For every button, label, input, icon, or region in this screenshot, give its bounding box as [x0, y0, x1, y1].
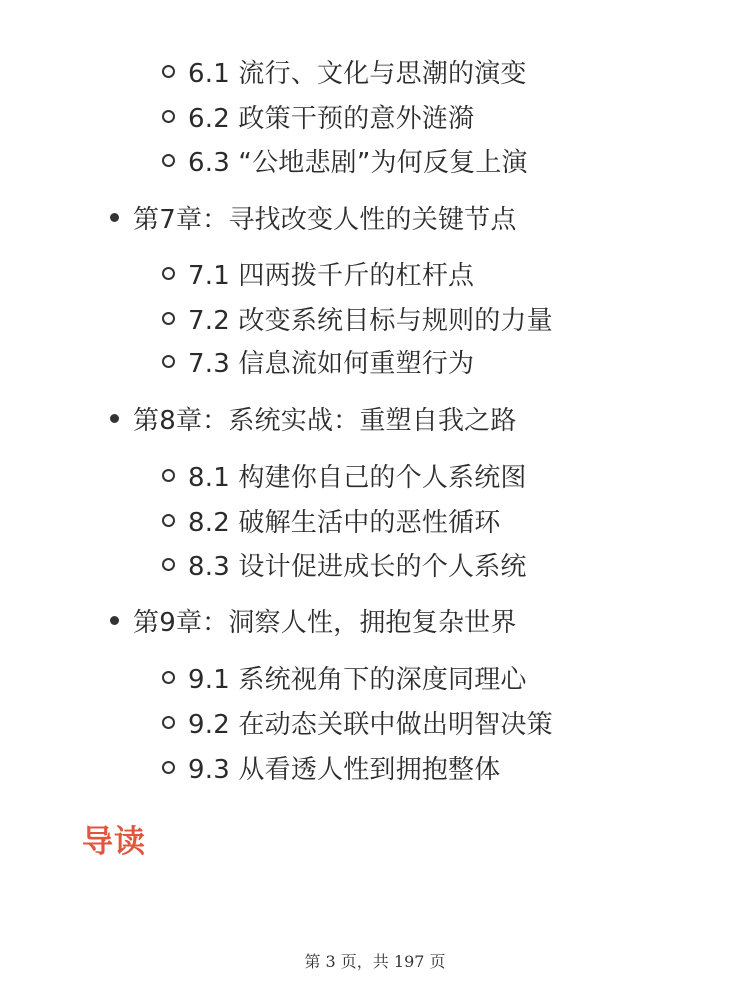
toc-subsection-7-3[interactable]	[162, 341, 474, 381]
toc-subsection-9-1[interactable]	[162, 657, 527, 697]
hollow-bullet-icon	[162, 671, 175, 684]
toc-item-text: 6.2 政策干预的意外涟漪	[188, 103, 475, 134]
toc-subsection-9-3[interactable]	[162, 747, 500, 787]
page-number-footer: 第 3 页，共 197 页	[304, 952, 446, 971]
toc-item-text: 7.3 信息流如何重塑行为	[188, 348, 475, 379]
toc-item-text: 第8章：系统实战：重塑自我之路	[133, 405, 517, 436]
hollow-bullet-icon	[162, 761, 175, 774]
toc-chapter-8[interactable]	[110, 398, 517, 438]
toc-subsection-8-3[interactable]	[162, 544, 527, 584]
hollow-bullet-icon	[162, 355, 175, 368]
toc-item-text: 9.2 在动态关联中做出明智决策	[188, 709, 553, 740]
toc-item-text: 6.1 流行、文化与思潮的演变	[188, 58, 527, 89]
toc-subsection-7-2[interactable]	[162, 298, 553, 338]
toc-subsection-7-1[interactable]	[162, 253, 474, 293]
toc-item-text: 7.1 四两拨千斤的杠杆点	[188, 260, 475, 291]
hollow-bullet-icon	[162, 312, 175, 325]
toc-subsection-6-1[interactable]	[162, 51, 527, 91]
hollow-bullet-icon	[162, 514, 175, 527]
toc-subsection-6-2[interactable]	[162, 96, 474, 136]
toc-subsection-8-2[interactable]	[162, 500, 500, 540]
toc-item-text: 6.3 “公地悲剧”为何反复上演	[188, 147, 528, 178]
toc-item-text: 8.3 设计促进成长的个人系统	[188, 551, 527, 582]
toc-subsection-8-1[interactable]	[162, 455, 527, 495]
toc-item-text: 9.1 系统视角下的深度同理心	[188, 664, 527, 695]
toc-item-text: 8.2 破解生活中的恶性循环	[188, 507, 501, 538]
filled-bullet-icon	[110, 616, 119, 625]
hollow-bullet-icon	[162, 267, 175, 280]
hollow-bullet-icon	[162, 716, 175, 729]
toc-item-text: 8.1 构建你自己的个人系统图	[188, 462, 527, 493]
toc-subsection-6-3[interactable]	[162, 140, 528, 180]
toc-subsection-9-2[interactable]	[162, 702, 553, 742]
hollow-bullet-icon	[162, 110, 175, 123]
filled-bullet-icon	[110, 213, 119, 222]
hollow-bullet-icon	[162, 469, 175, 482]
hollow-bullet-icon	[162, 558, 175, 571]
section-heading-introduction: 导读	[82, 824, 146, 860]
hollow-bullet-icon	[162, 65, 175, 78]
filled-bullet-icon	[110, 414, 119, 423]
toc-item-text: 第7章：寻找改变人性的关键节点	[133, 204, 517, 235]
toc-item-text: 7.2 改变系统目标与规则的力量	[188, 305, 553, 336]
toc-chapter-9[interactable]	[110, 600, 517, 640]
toc-item-text: 9.3 从看透人性到拥抱整体	[188, 754, 501, 785]
hollow-bullet-icon	[162, 154, 175, 167]
toc-item-text: 第9章：洞察人性，拥抱复杂世界	[133, 607, 517, 638]
toc-chapter-7[interactable]	[110, 197, 517, 237]
